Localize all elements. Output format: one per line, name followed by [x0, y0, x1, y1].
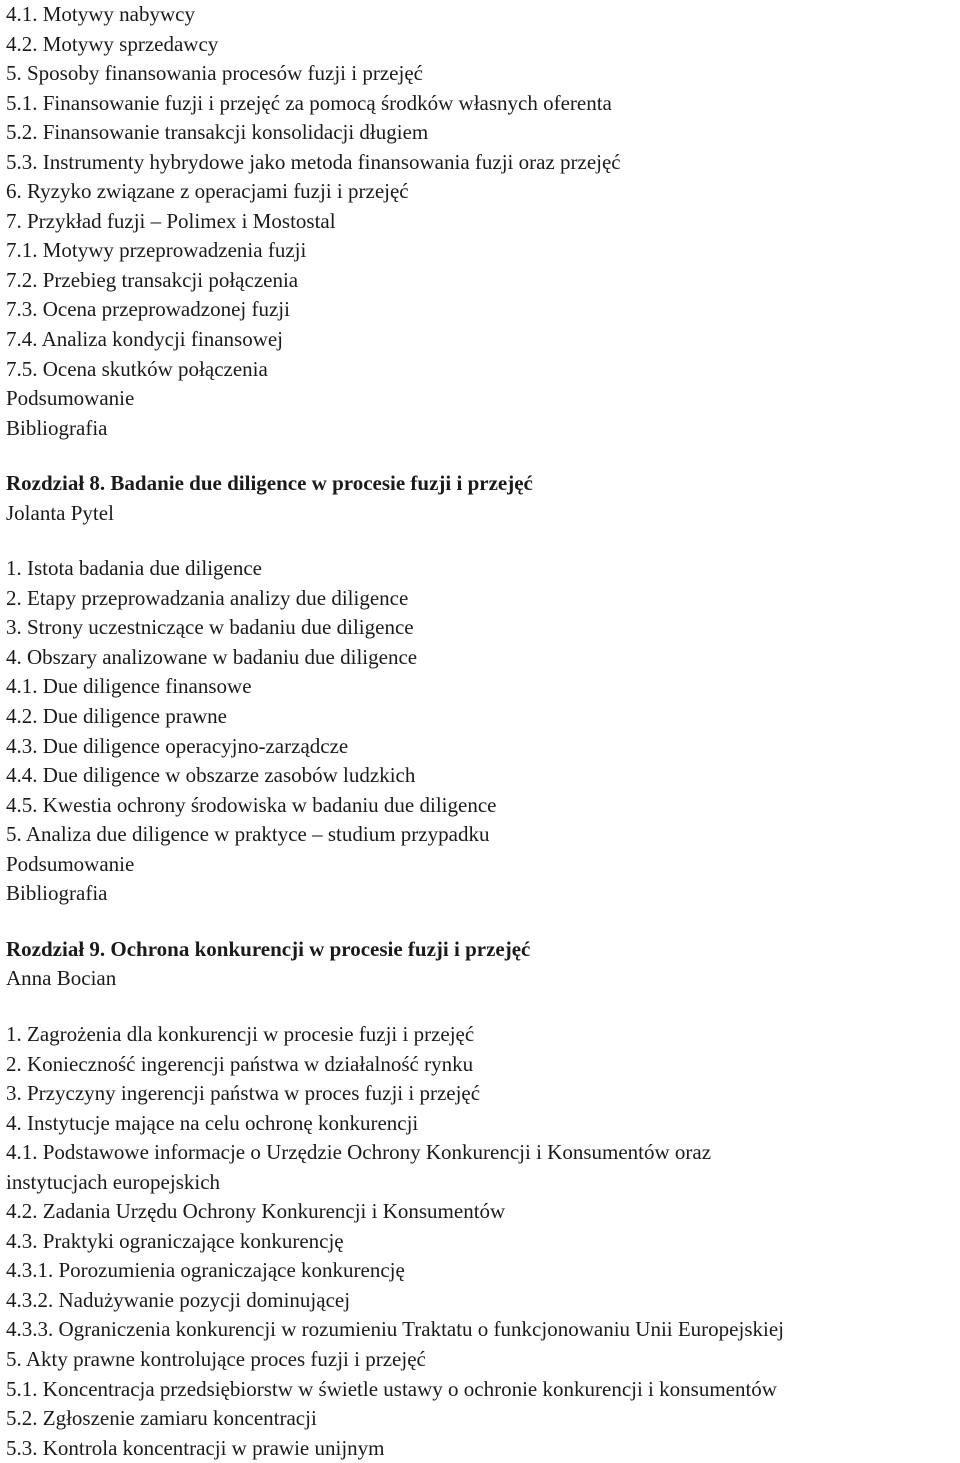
- toc-entry: 5.1. Finansowanie fuzji i przejęć za pomocą środków własnych oferenta: [6, 90, 612, 115]
- toc-entry: Bibliografia: [6, 415, 108, 440]
- toc-entry: 4.3.3. Ograniczenia konkurencji w rozumieniu Traktatu o funkcjonowaniu Unii Europejskiej: [6, 1317, 784, 1342]
- table-of-contents: [6, 0, 956, 1463]
- chapter-author: Jolanta Pytel: [6, 500, 114, 525]
- spacer: [6, 994, 956, 1020]
- toc-entry: 4.3. Praktyki ograniczające konkurencję: [6, 1228, 344, 1253]
- toc-entry: 4.4. Due diligence w obszarze zasobów ludzkich: [6, 763, 416, 788]
- toc-entry: 3. Strony uczestniczące w badaniu due diligence: [6, 615, 414, 640]
- toc-entry: 4.2. Due diligence prawne: [6, 704, 228, 729]
- toc-entry: 5.2. Finansowanie transakcji konsolidacji długiem: [6, 120, 429, 145]
- toc-entry: 5.3. Instrumenty hybrydowe jako metoda finansowania fuzji oraz przejęć: [6, 149, 621, 174]
- toc-entry: 7. Przykład fuzji – Polimex i Mostostal: [6, 208, 336, 233]
- toc-entry: 1. Zagrożenia dla konkurencji w procesie fuzji i przejęć: [6, 1021, 475, 1046]
- toc-entry: 5. Analiza due diligence w praktyce – studium przypadku: [6, 822, 490, 847]
- spacer: [6, 909, 956, 935]
- chapter-heading: Rozdział 8. Badanie due diligence w procesie fuzji i przejęć: [6, 471, 533, 496]
- toc-section-chapter7-tail: [6, 0, 956, 443]
- spacer: [6, 528, 956, 554]
- toc-entry: 5. Sposoby finansowania procesów fuzji i przejęć: [6, 61, 423, 86]
- toc-entry: 5.2. Zgłoszenie zamiaru koncentracji: [6, 1406, 317, 1431]
- chapter-author: Anna Bocian: [6, 966, 117, 991]
- toc-entry: 4. Obszary analizowane w badaniu due diligence: [6, 644, 418, 669]
- toc-section-chapter8: [6, 469, 956, 909]
- toc-entry: 4.3.2. Nadużywanie pozycji dominującej: [6, 1287, 351, 1312]
- toc-entry: 4.3.1. Porozumienia ograniczające konkurencję: [6, 1258, 405, 1283]
- toc-entry: 4.1. Motywy nabywcy: [6, 2, 195, 26]
- toc-entry: 2. Etapy przeprowadzania analizy due diligence: [6, 585, 409, 610]
- toc-entry: 5. Akty prawne kontrolujące proces fuzji i przejęć: [6, 1346, 426, 1371]
- toc-section-chapter9: [6, 935, 956, 1463]
- chapter-heading: Rozdział 9. Ochrona konkurencji w procesie fuzji i przejęć: [6, 936, 531, 961]
- toc-entry: 2. Konieczność ingerencji państwa w działalność rynku: [6, 1051, 474, 1076]
- toc-entry: 4.1. Podstawowe informacje o Urzędzie Ochrony Konkurencji i Konsumentów oraz: [6, 1140, 712, 1165]
- toc-entry: Podsumowanie: [6, 851, 135, 876]
- toc-entry: 4.2. Motywy sprzedawcy: [6, 31, 219, 56]
- toc-entry: 7.5. Ocena skutków połączenia: [6, 356, 268, 381]
- toc-entry: 6. Ryzyko związane z operacjami fuzji i przejęć: [6, 179, 409, 204]
- toc-entry: 4.2. Zadania Urzędu Ochrony Konkurencji i Konsumentów: [6, 1199, 506, 1224]
- toc-entry: 7.3. Ocena przeprowadzonej fuzji: [6, 297, 290, 322]
- toc-entry: 4.5. Kwestia ochrony środowiska w badaniu due diligence: [6, 792, 497, 817]
- toc-entry: 1. Istota badania due diligence: [6, 556, 262, 581]
- toc-entry: 5.1. Koncentracja przedsiębiorstw w świetle ustawy o ochronie konkurencji i konsumentów: [6, 1376, 777, 1401]
- toc-entry: 4.1. Due diligence finansowe: [6, 674, 252, 699]
- toc-entry: 4. Instytucje mające na celu ochronę konkurencji: [6, 1110, 419, 1135]
- toc-entry: instytucjach europejskich: [6, 1169, 221, 1194]
- toc-entry: 7.4. Analiza kondycji finansowej: [6, 327, 284, 352]
- toc-entry: Podsumowanie: [6, 386, 135, 411]
- spacer: [6, 443, 956, 469]
- toc-entry: 7.2. Przebieg transakcji połączenia: [6, 267, 299, 292]
- toc-entry: 4.3. Due diligence operacyjno-zarządcze: [6, 733, 349, 758]
- toc-entry: 5.3. Kontrola koncentracji w prawie unijnym: [6, 1435, 385, 1460]
- toc-entry: 3. Przyczyny ingerencji państwa w proces fuzji i przejęć: [6, 1081, 481, 1106]
- toc-entry: Bibliografia: [6, 881, 108, 906]
- toc-entry: 7.1. Motywy przeprowadzenia fuzji: [6, 238, 307, 263]
